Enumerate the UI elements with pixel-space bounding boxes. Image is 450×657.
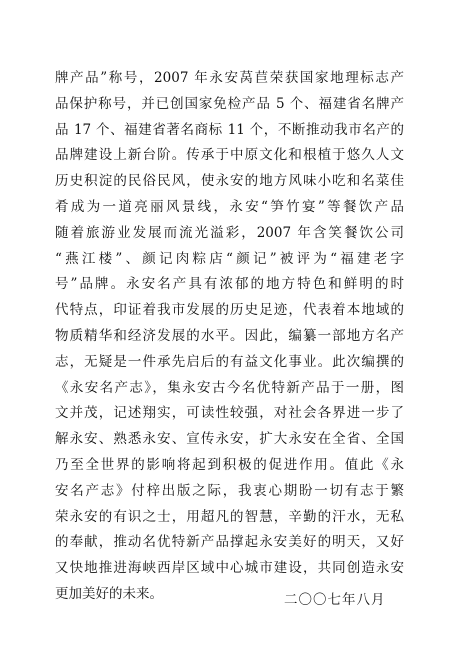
text-line: 荣永安的有识之士，用超凡的智慧，辛勤的汗水，无私 [55, 508, 404, 525]
text-line: 物质精华和经济发展的水平。因此，编纂一部地方名产 [55, 327, 404, 344]
text-line: 的奉献，推动名优特新产品撑起永安美好的明天，又好 [55, 534, 404, 551]
text-line: 牌产品”称号，2007 年永安莴苣荣获国家地理标志产 [55, 70, 404, 86]
text-line: 乃至全世界的影响将起到积极的促进作用。值此《永 [55, 456, 404, 473]
signature-date: 二〇〇七年八月 [284, 592, 386, 608]
text-line: 肴成为一道亮丽风景线，永安“笋竹宴”等餐饮产品 [55, 198, 404, 215]
text-line: 更加美好的未来。 [55, 585, 163, 602]
text-line: 品 17 个、福建省著名商标 11 个，不断推动我市名产的 [55, 121, 404, 138]
text-line: 代特点，印证着我市发展的历史足迹，代表着本地域的 [55, 302, 404, 319]
text-line: “燕江楼”、颜记肉粽店“颜记”被评为“福建老字 [55, 250, 404, 267]
text-line: 又快地推进海峡西岸区域中心城市建设，共同创造永安 [55, 560, 404, 577]
body-text [55, 66, 404, 608]
text-line: 解永安、熟悉永安、宣传永安，扩大永安在全省、全国 [55, 431, 404, 448]
text-line: 品牌建设上新台阶。传承于中原文化和根植于悠久人文 [55, 147, 404, 164]
text-line: 文并茂，记述翔实，可读性较强，对社会各界进一步了 [55, 405, 404, 422]
text-line: 志，无疑是一件承先启后的有益文化事业。此次编撰的 [55, 353, 404, 370]
text-line: 号”品牌。永安名产具有浓郁的地方特色和鲜明的时 [55, 276, 404, 293]
text-line: 历史积淀的民俗民风，使永安的地方风味小吃和名菜佳 [55, 173, 404, 190]
text-line: 《永安名产志》，集永安古今名优特新产品于一册，图 [55, 379, 404, 396]
text-line: 品保护称号，并已创国家免检产品 5 个、福建省名牌产 [55, 95, 404, 112]
text-line: 安名产志》付梓出版之际，我衷心期盼一切有志于繁 [55, 482, 404, 499]
text-line: 随着旅游业发展而流光溢彩，2007 年含笑餐饮公司 [55, 224, 404, 241]
